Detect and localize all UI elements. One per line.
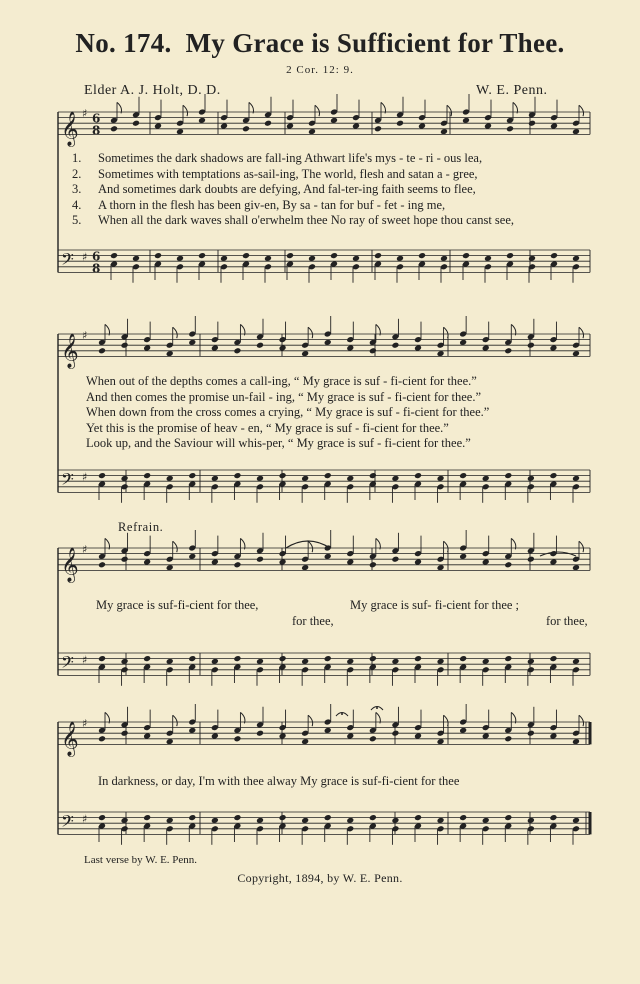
bass-notehead — [369, 472, 377, 479]
note-flag — [183, 105, 188, 116]
treble-notehead — [391, 556, 399, 563]
bass-clef-icon: 𝄢 — [61, 468, 74, 493]
treble-notehead — [391, 730, 399, 737]
bass-notehead — [504, 472, 512, 479]
verse-line: Yet this is the promise of heav - en, “ My grace is suf - fi-cient for thee.” — [86, 420, 449, 435]
bass-clef-icon: 𝄢 — [61, 810, 74, 835]
bass-notehead — [414, 472, 422, 479]
hymn-number: No. 174. — [75, 28, 172, 58]
note-flag — [308, 327, 313, 338]
verse-line: 5. When all the dark waves shall o'erwhelm thee No ray of sweet hope thou canst see, — [72, 213, 514, 227]
treble-notehead — [374, 125, 382, 132]
note-flag — [173, 541, 178, 552]
bass-notehead — [374, 252, 382, 259]
treble-clef-icon: 𝄞 — [61, 111, 79, 147]
bass-notehead — [188, 814, 196, 821]
refrain-lyric-line2: In darkness, or day, I'm with thee alway My grace is suf-fi-cient for thee — [98, 774, 460, 788]
bass-notehead — [242, 252, 250, 259]
bass-clef-icon: 𝄢 — [61, 651, 74, 676]
treble-notehead — [369, 735, 377, 742]
sharp-sign-icon: ♯ — [82, 653, 88, 667]
bass-notehead — [233, 472, 241, 479]
bass-notehead — [324, 655, 332, 662]
treble-notehead — [98, 735, 106, 742]
bass-notehead — [459, 472, 467, 479]
bass-notehead — [98, 814, 106, 821]
note-flag — [308, 715, 313, 726]
bass-notehead — [233, 814, 241, 821]
treble-notehead — [528, 120, 536, 127]
verse-line: 1. Sometimes the dark shadows are fall-ing Athwart life's mys - te - ri - ous lea, — [72, 151, 483, 165]
refrain-lyric-b: My grace is suf- fi-cient for thee ; — [350, 598, 520, 612]
bass-notehead — [418, 252, 426, 259]
treble-notehead — [264, 120, 272, 127]
treble-notehead — [242, 125, 250, 132]
refrain-lyric-a: My grace is suf-fi-cient for thee, — [96, 598, 259, 612]
last-verse-credit: Last verse by W. E. Penn. — [84, 854, 198, 866]
note-flag — [173, 327, 178, 338]
note-flag — [579, 105, 584, 116]
bass-notehead — [504, 814, 512, 821]
treble-notehead — [396, 120, 404, 127]
bass-notehead — [459, 655, 467, 662]
treble-notehead — [233, 347, 241, 354]
treble-notehead — [527, 342, 535, 349]
treble-clef-icon: 𝄞 — [61, 547, 79, 583]
treble-notehead — [504, 347, 512, 354]
bass-notehead — [550, 252, 558, 259]
bass-notehead — [198, 252, 206, 259]
bass-notehead — [459, 814, 467, 821]
hymn-title: My Grace is Sufficient for Thee. — [185, 28, 565, 58]
treble-notehead — [504, 561, 512, 568]
treble-notehead — [256, 556, 264, 563]
sharp-sign-icon: ♯ — [82, 470, 88, 484]
fermata-dot — [341, 713, 343, 715]
bass-notehead — [143, 472, 151, 479]
lyricist-credit: Elder A. J. Holt, D. D. — [84, 83, 221, 98]
bass-notehead — [324, 472, 332, 479]
treble-notehead — [132, 120, 140, 127]
bass-notehead — [279, 472, 287, 479]
bass-notehead — [143, 814, 151, 821]
bass-notehead — [233, 655, 241, 662]
time-signature-bottom: 8 — [92, 123, 101, 138]
sharp-sign-icon: ♯ — [82, 329, 88, 343]
treble-clef-icon: 𝄞 — [61, 721, 79, 757]
bass-notehead — [549, 472, 557, 479]
bass-notehead — [506, 252, 514, 259]
fermata-dot — [376, 707, 378, 709]
sharp-sign-icon: ♯ — [82, 717, 88, 731]
composer-credit: W. E. Penn. — [476, 83, 548, 98]
time-signature-top: 6 — [92, 111, 101, 126]
bass-notehead — [414, 814, 422, 821]
treble-notehead — [233, 561, 241, 568]
treble-notehead — [110, 125, 118, 132]
treble-notehead — [98, 347, 106, 354]
treble-notehead — [369, 347, 377, 354]
sharp-sign-icon: ♯ — [82, 812, 88, 826]
bass-notehead — [279, 655, 287, 662]
copyright-notice: Copyright, 1894, by W. E. Penn. — [237, 871, 403, 885]
treble-notehead — [233, 735, 241, 742]
refrain-bass-echo-b: for thee, — [546, 614, 588, 628]
treble-notehead — [256, 730, 264, 737]
treble-clef-icon: 𝄞 — [61, 333, 79, 369]
bass-clef-icon: 𝄢 — [61, 248, 74, 273]
sharp-sign-icon: ♯ — [82, 107, 88, 121]
time-signature-bottom: 8 — [92, 261, 101, 276]
note-flag — [579, 541, 584, 552]
verse-line: Look up, and the Saviour will whis-per, “ My grace is suf - fi-cient for thee.” — [86, 436, 471, 450]
verse-line: And then comes the promise un-fail - ing, “ My grace is suf - fi-cient for thee.” — [86, 389, 482, 404]
note-flag — [444, 327, 449, 338]
scripture-reference: 2 Cor. 12: 9. — [286, 64, 354, 76]
bass-notehead — [369, 655, 377, 662]
note-flag — [315, 105, 320, 116]
bass-notehead — [369, 814, 377, 821]
treble-notehead — [504, 735, 512, 742]
note-flag — [444, 541, 449, 552]
treble-notehead — [527, 730, 535, 737]
verse-line: 2. Sometimes with temptations as-sail-ing, The world, flesh and satan a - gree, — [72, 166, 478, 181]
bass-notehead — [154, 252, 162, 259]
treble-notehead — [391, 342, 399, 349]
treble-notehead — [506, 125, 514, 132]
bass-notehead — [549, 655, 557, 662]
sharp-sign-icon: ♯ — [82, 543, 88, 557]
treble-notehead — [98, 561, 106, 568]
bass-notehead — [286, 252, 294, 259]
bass-notehead — [414, 655, 422, 662]
treble-notehead — [527, 556, 535, 563]
treble-notehead — [121, 730, 129, 737]
note-flag — [579, 327, 584, 338]
hymn-title-line — [0, 28, 640, 59]
bass-notehead — [188, 472, 196, 479]
bass-notehead — [549, 814, 557, 821]
note-flag — [173, 715, 178, 726]
bass-notehead — [98, 472, 106, 479]
verse-line: When out of the depths comes a call-ing, “ My grace is suf - fi-cient for thee.” — [86, 374, 477, 388]
system2-lyrics-block — [86, 374, 489, 452]
bass-notehead — [279, 814, 287, 821]
verse-line: 4. A thorn in the flesh has been giv-en, By sa - tan for buf - fet - ing me, — [72, 197, 446, 212]
verse-line: When down from the cross comes a crying, “ My grace is suf - fi-cient for thee.” — [86, 405, 490, 419]
bass-notehead — [504, 655, 512, 662]
bass-notehead — [188, 655, 196, 662]
verse-lyrics-block — [72, 151, 514, 229]
sharp-sign-icon: ♯ — [82, 250, 88, 264]
bass-notehead — [330, 252, 338, 259]
note-flag — [308, 541, 313, 552]
bass-notehead — [110, 252, 118, 259]
verse-line: 3. And sometimes dark doubts are defying, And fal-ter-ing faith seems to flee, — [72, 182, 476, 196]
time-signature-top: 6 — [92, 249, 101, 264]
slur-mark — [540, 552, 576, 556]
note-flag — [444, 715, 449, 726]
bass-notehead — [98, 655, 106, 662]
note-flag — [447, 105, 452, 116]
treble-notehead — [256, 342, 264, 349]
treble-notehead — [121, 556, 129, 563]
bass-notehead — [143, 655, 151, 662]
treble-notehead — [369, 561, 377, 568]
refrain-label: Refrain. — [118, 520, 164, 534]
bass-notehead — [462, 252, 470, 259]
bass-notehead — [324, 814, 332, 821]
note-flag — [579, 715, 584, 726]
treble-notehead — [121, 342, 129, 349]
refrain-bass-echo-a: for thee, — [292, 614, 334, 628]
